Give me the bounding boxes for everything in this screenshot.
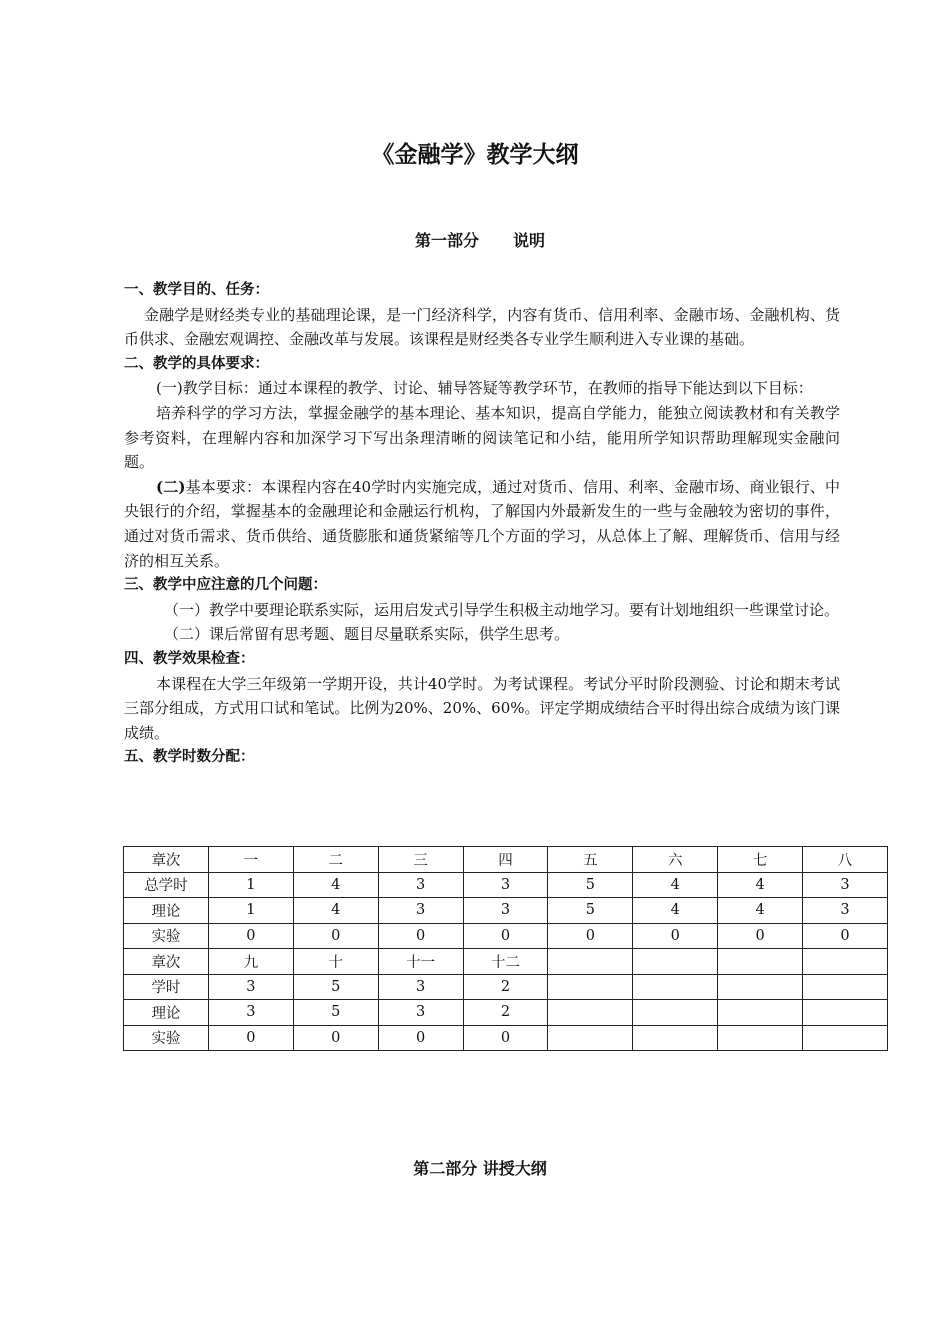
row-header-cell: 理论 — [124, 1000, 209, 1026]
table-cell: 3 — [378, 974, 463, 1000]
table-cell: 5 — [548, 872, 633, 898]
table-cell: 八 — [803, 847, 888, 873]
table-cell: 六 — [633, 847, 718, 873]
section-2-goal-paragraph: (一)教学目标：通过本课程的教学、讨论、辅导答疑等教学环节，在教师的指导下能达到以下目标： — [156, 379, 813, 398]
table-cell: 5 — [293, 1000, 378, 1026]
table-cell — [633, 1025, 718, 1051]
section-5-heading: 五、教学时数分配： — [124, 749, 255, 766]
table-row — [124, 898, 888, 924]
table-cell: 三 — [378, 847, 463, 873]
part-one-name: 说明 — [513, 231, 546, 250]
table-cell — [718, 1000, 803, 1026]
table-cell: 0 — [293, 923, 378, 949]
table-cell — [633, 974, 718, 1000]
requirement-label: (二) — [156, 477, 186, 496]
table-cell — [548, 974, 633, 1000]
section-2-heading: 二、教学的具体要求： — [124, 355, 269, 372]
table-cell — [548, 1000, 633, 1026]
table-cell: 4 — [293, 898, 378, 924]
table-cell: 二 — [293, 847, 378, 873]
row-header-cell: 章次 — [124, 949, 209, 975]
table-cell — [803, 1025, 888, 1051]
table-cell: 七 — [718, 847, 803, 873]
part-one-label: 第一部分 — [414, 231, 479, 250]
table-cell: 2 — [463, 1000, 548, 1026]
table-cell: 3 — [208, 1000, 293, 1026]
table-cell — [718, 974, 803, 1000]
table-cell: 3 — [803, 898, 888, 924]
part-one-heading — [0, 228, 950, 251]
table-cell: 一 — [208, 847, 293, 873]
section-2-requirement-paragraph — [124, 475, 840, 573]
table-cell: 2 — [463, 974, 548, 1000]
table-cell — [548, 1025, 633, 1051]
section-2-method-paragraph: 培养科学的学习方法，掌握金融学的基本理论、基本知识，提高自学能力，能独立阅读教材和有关教学参考资料，在理解内容和加深学习下写出条理清晰的阅读笔记和小结，能用所学知识帮助理解现实金融问题。 — [124, 403, 840, 472]
table-cell: 5 — [293, 974, 378, 1000]
row-header-cell: 总学时 — [124, 872, 209, 898]
table-cell: 3 — [803, 872, 888, 898]
document-body — [124, 278, 840, 770]
table-cell: 0 — [803, 923, 888, 949]
table-cell: 0 — [463, 923, 548, 949]
table-cell: 十 — [293, 949, 378, 975]
part-two-heading: 第二部分 讲授大纲 — [413, 1159, 547, 1178]
table-row — [124, 923, 888, 949]
table-cell: 0 — [378, 1025, 463, 1051]
section-3-item-2: （二）课后常留有思考题、题目尽量联系实际，供学生思考。 — [164, 625, 570, 644]
table-cell: 4 — [633, 898, 718, 924]
row-header-cell: 实验 — [124, 923, 209, 949]
table-cell — [803, 974, 888, 1000]
table-cell: 0 — [718, 923, 803, 949]
table-cell: 3 — [463, 872, 548, 898]
row-header-cell: 实验 — [124, 1025, 209, 1051]
table-cell: 3 — [208, 974, 293, 1000]
table-row — [124, 1000, 888, 1026]
table-cell: 0 — [208, 1025, 293, 1051]
table-cell — [718, 949, 803, 975]
section-3-heading: 三、教学中应注意的几个问题： — [124, 577, 327, 594]
table-cell — [803, 1000, 888, 1026]
table-cell: 0 — [208, 923, 293, 949]
table-cell: 3 — [378, 1000, 463, 1026]
table-cell: 4 — [718, 898, 803, 924]
table-row — [124, 847, 888, 873]
row-header-cell: 学时 — [124, 974, 209, 1000]
table-cell: 5 — [548, 898, 633, 924]
row-header-cell: 理论 — [124, 898, 209, 924]
table-cell — [548, 949, 633, 975]
table-row — [124, 872, 888, 898]
table-cell: 1 — [208, 872, 293, 898]
table-row — [124, 1025, 888, 1051]
hours-allocation-table — [123, 846, 888, 1051]
table-cell: 4 — [718, 872, 803, 898]
section-3-item-1: （一）教学中要理论联系实际，运用启发式引导学生积极主动地学习。要有计划地组织一些课堂讨论。 — [164, 600, 840, 619]
table-cell: 3 — [378, 898, 463, 924]
section-4-paragraph: 本课程在大学三年级第一学期开设，共计40学时。为考试课程。考试分平时阶段测验、讨论和期末考试三部分组成，方式用口试和笔试。比例为20%、20%、60%。评定学期成绩结合平时得出综合成绩为该门课成绩。 — [124, 674, 840, 742]
table-cell: 1 — [208, 898, 293, 924]
table-cell: 五 — [548, 847, 633, 873]
requirement-text: 基本要求：本课程内容在40学时内实施完成，通过对货币、信用、利率、金融市场、商业银行、中央银行的介绍，掌握基本的金融理论和金融运行机构，了解国内外最新发生的一些与金融较为密切的事件，通过对货币需求、货币供给、通货膨胀和通货紧缩等几个方面的学习，从总体上了解、理解货币、信用与经济的相互关系。 — [124, 477, 840, 570]
table-cell: 十二 — [463, 949, 548, 975]
table-cell — [803, 949, 888, 975]
table-cell — [718, 1025, 803, 1051]
table-cell: 3 — [463, 898, 548, 924]
section-4-heading: 四、教学效果检查： — [124, 650, 255, 667]
table-row — [124, 974, 888, 1000]
table-cell: 0 — [633, 923, 718, 949]
table-cell: 0 — [378, 923, 463, 949]
table-cell: 九 — [208, 949, 293, 975]
section-1-paragraph: 金融学是财经类专业的基础理论课，是一门经济科学，内容有货币、信用利率、金融市场、金融机构、货币供求、金融宏观调控、金融改革与发展。该课程是财经类各专业学生顺利进入专业课的基础。 — [124, 305, 840, 349]
table-cell: 4 — [293, 872, 378, 898]
table-cell: 十一 — [378, 949, 463, 975]
table-row — [124, 949, 888, 975]
document-title: 《金融学》教学大纲 — [371, 142, 579, 168]
table-cell: 3 — [378, 872, 463, 898]
table-cell: 0 — [463, 1025, 548, 1051]
table-cell: 0 — [293, 1025, 378, 1051]
table-cell: 四 — [463, 847, 548, 873]
table-cell — [633, 1000, 718, 1026]
row-header-cell: 章次 — [124, 847, 209, 873]
table-cell — [633, 949, 718, 975]
section-1-heading: 一、教学目的、任务： — [124, 282, 269, 298]
table-cell: 0 — [548, 923, 633, 949]
table-cell: 4 — [633, 872, 718, 898]
